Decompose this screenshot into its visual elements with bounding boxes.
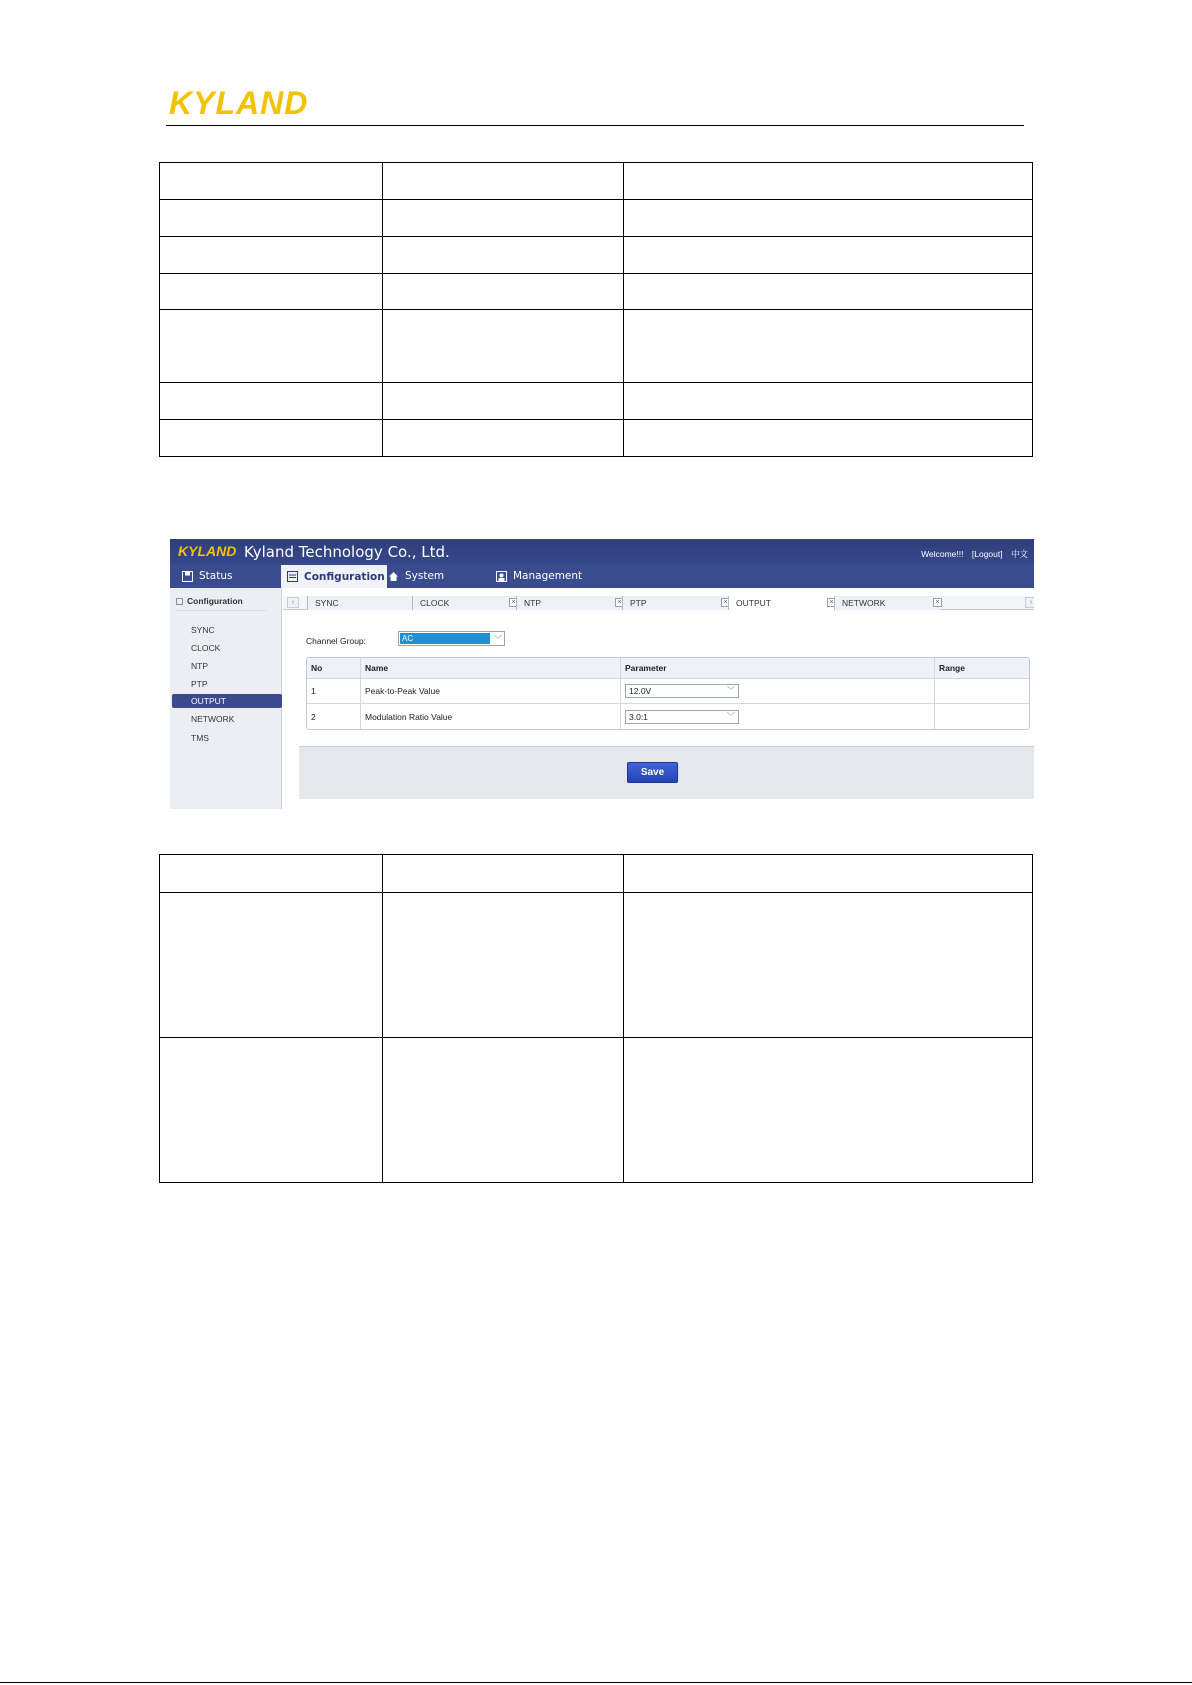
table-header-row: [307, 658, 1029, 679]
channel-group-label: Channel Group:: [306, 636, 367, 646]
tab-label: SYNC: [315, 598, 339, 608]
table-row: [307, 704, 1029, 729]
tab-label: CLOCK: [420, 598, 450, 608]
table-cell: [624, 383, 1033, 420]
logout-link[interactable]: [Logout]: [971, 549, 1003, 559]
kyland-logo: [169, 86, 323, 120]
table-cell: [624, 163, 1033, 200]
close-icon[interactable]: ×: [509, 598, 518, 607]
status-icon: [182, 571, 193, 582]
table-cell: [160, 163, 383, 200]
channel-group-value: AC: [400, 633, 490, 644]
sidebar-item-output[interactable]: OUTPUT: [172, 694, 282, 708]
row-parameter-cell: [621, 704, 935, 729]
table-cell: [160, 893, 383, 1038]
table-cell: [624, 200, 1033, 237]
footer-rule: [0, 1682, 1192, 1683]
modulation-ratio-value: 3.0:1: [629, 711, 648, 722]
table-cell: [160, 237, 383, 274]
chevron-down-icon: ﹀: [494, 635, 502, 644]
save-button[interactable]: Save: [627, 762, 678, 783]
table-cell: [624, 237, 1033, 274]
main-content: [283, 588, 1034, 809]
tab-ptp[interactable]: [622, 596, 728, 610]
document-table-upper: [159, 162, 1033, 457]
sidebar-item-tms[interactable]: TMS: [191, 733, 209, 743]
chevron-down-icon: ﹀: [727, 686, 735, 695]
button-bar: [299, 746, 1034, 799]
tab-label: OUTPUT: [736, 598, 771, 608]
table-cell: [383, 163, 624, 200]
sidebar-item-ptp[interactable]: PTP: [191, 679, 208, 689]
peak-to-peak-value: 12.0V: [629, 686, 652, 696]
row-range: [935, 704, 1029, 729]
close-icon[interactable]: ×: [933, 598, 942, 607]
kyland-logo-small: [178, 543, 242, 559]
user-area: [915, 548, 1028, 560]
table-cell: [624, 420, 1033, 457]
table-cell: [383, 237, 624, 274]
svg-text:KYLAND: KYLAND: [169, 86, 309, 120]
row-name: Modulation Ratio Value: [361, 704, 621, 729]
table-cell: [160, 383, 383, 420]
sidebar-item-clock[interactable]: CLOCK: [191, 643, 221, 653]
close-icon[interactable]: ×: [827, 598, 836, 607]
table-row: [307, 679, 1029, 704]
row-no: 2: [307, 704, 361, 729]
table-cell: [383, 420, 624, 457]
table-cell: [383, 310, 624, 383]
table-cell: [160, 855, 383, 893]
table-cell: [624, 274, 1033, 310]
channel-group-select[interactable]: [398, 631, 505, 646]
table-cell: [383, 1038, 624, 1183]
table-cell: [160, 200, 383, 237]
collapse-toggle-icon: [176, 598, 183, 605]
column-header-name: Name: [361, 658, 621, 678]
modulation-ratio-select[interactable]: [625, 710, 739, 724]
tab-clock[interactable]: [412, 596, 516, 610]
nav-label-configuration: Configuration: [304, 570, 385, 583]
table-cell: [160, 310, 383, 383]
row-no: 1: [307, 679, 361, 703]
tab-network[interactable]: [834, 596, 940, 610]
language-link[interactable]: 中文: [1010, 549, 1028, 559]
table-cell: [383, 200, 624, 237]
app-titlebar: [170, 539, 1034, 564]
table-cell: [383, 855, 624, 893]
tab-label: PTP: [630, 598, 647, 608]
chevron-down-icon: ﹀: [727, 711, 735, 721]
sidebar-item-ntp[interactable]: NTP: [191, 661, 208, 671]
close-icon[interactable]: ×: [721, 598, 730, 607]
table-cell: [383, 383, 624, 420]
web-ui-screenshot: [170, 539, 1034, 809]
tab-sync[interactable]: [307, 596, 412, 610]
sidebar-heading-label: Configuration: [187, 596, 243, 606]
nav-tab-configuration[interactable]: [281, 565, 387, 588]
nav-tab-system[interactable]: [388, 564, 444, 588]
table-cell: [160, 274, 383, 310]
table-cell: [383, 274, 624, 310]
sidebar-item-sync[interactable]: SYNC: [191, 625, 215, 635]
configuration-icon: [287, 571, 298, 582]
sidebar: [170, 588, 282, 809]
peak-to-peak-select[interactable]: [625, 684, 739, 698]
nav-tab-status[interactable]: [182, 564, 232, 588]
table-cell: [383, 893, 624, 1038]
svg-text:KYLAND: KYLAND: [178, 543, 237, 559]
header-rule: [166, 125, 1024, 126]
tab-output[interactable]: [728, 596, 834, 610]
welcome-text: Welcome!!!: [921, 549, 964, 559]
nav-label-status: Status: [199, 570, 233, 582]
system-home-icon: [388, 571, 399, 582]
tab-scroll-right-button[interactable]: ›: [1025, 597, 1034, 608]
tab-ntp[interactable]: [516, 596, 622, 610]
main-nav: [170, 564, 1034, 588]
nav-tab-management[interactable]: [496, 564, 582, 588]
row-name: Peak-to-Peak Value: [361, 679, 621, 703]
tab-label: NTP: [524, 598, 541, 608]
tab-scroll-left-button[interactable]: ‹: [287, 597, 299, 608]
table-cell: [624, 310, 1033, 383]
tab-strip: [283, 596, 1034, 610]
column-header-no: No: [307, 658, 361, 678]
table-cell: [160, 1038, 383, 1183]
nav-label-system: System: [405, 570, 445, 582]
sidebar-divider: [176, 610, 266, 611]
table-cell: [624, 855, 1033, 893]
row-parameter-cell: [621, 679, 935, 703]
tab-label: NETWORK: [842, 598, 886, 608]
column-header-parameter: Parameter: [621, 658, 935, 678]
close-icon[interactable]: ×: [615, 598, 624, 607]
table-cell: [624, 893, 1033, 1038]
parameter-table: [306, 657, 1030, 730]
app-title: Kyland Technology Co., Ltd.: [244, 543, 450, 561]
table-cell: [624, 1038, 1033, 1183]
row-range: [935, 679, 1029, 703]
management-user-icon: [496, 571, 507, 582]
table-cell: [160, 420, 383, 457]
sidebar-item-network[interactable]: NETWORK: [191, 714, 235, 724]
sidebar-heading[interactable]: [176, 596, 243, 606]
column-header-range: Range: [939, 663, 965, 673]
nav-label-management: Management: [513, 570, 583, 582]
document-table-lower: [159, 854, 1033, 1183]
